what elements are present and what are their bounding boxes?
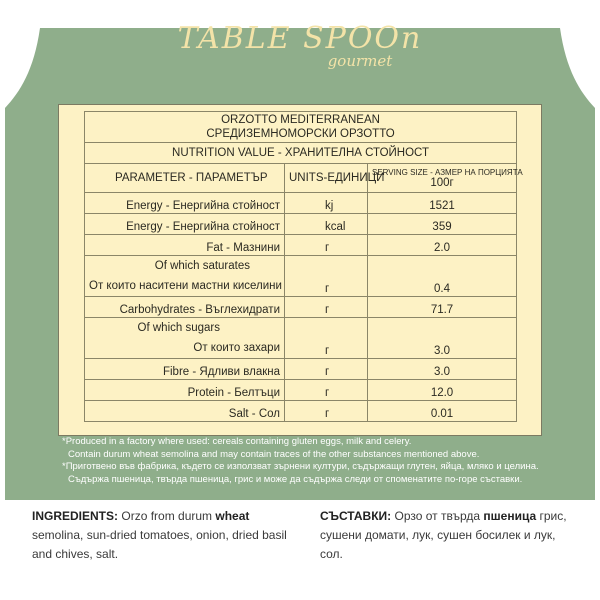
allergen-highlight: пшеница xyxy=(483,509,537,523)
note-line: *Приготвено във фабрика, където се използват зърнени култури, съдържащи глутен, яйца, мляко и целина. xyxy=(62,461,539,472)
ingredients-heading: СЪСТАВКИ: xyxy=(320,509,392,523)
row-unit: г xyxy=(285,297,368,318)
row-unit: г xyxy=(285,401,368,422)
row-value: 359 xyxy=(368,214,517,235)
row-unit: г xyxy=(285,359,368,380)
ingredients-bg xyxy=(320,507,580,564)
table-row xyxy=(85,214,517,235)
row-label: Energy - Енергийна стойност xyxy=(85,193,285,214)
row-label: Energy - Енергийна стойност xyxy=(85,214,285,235)
row-unit: kj xyxy=(285,193,368,214)
table-header-row xyxy=(85,164,517,193)
header-units: UNITS-ЕДИНИЦИ xyxy=(285,164,368,193)
row-sublabel: От които захари xyxy=(193,342,280,354)
allergen-highlight: wheat xyxy=(215,509,250,523)
row-label: Of which sugars xyxy=(137,322,220,334)
row-label: Of which saturates xyxy=(154,260,250,272)
nutrition-title: NUTRITION VALUE - ХРАНИТЕЛНА СТОЙНОСТ xyxy=(85,143,517,164)
note-line: Съдържа пшеница, твърда пшеница, грис и може да съдържа следи от споменатите по-горе съставки. xyxy=(68,473,523,485)
ingredients-text: грис, сушени домати, лук, сушен босилек и лук, сол. xyxy=(320,509,567,561)
row-label: Fat - Мазнини xyxy=(85,235,285,256)
row-unit: г xyxy=(285,235,368,256)
row-unit: г xyxy=(285,318,368,359)
row-value: 3.0 xyxy=(368,318,517,359)
brand-tagline: gourmet xyxy=(327,52,393,70)
table-row xyxy=(85,359,517,380)
row-unit: г xyxy=(285,256,368,297)
brand-logo xyxy=(0,22,600,70)
table-row xyxy=(85,193,517,214)
header-parameter: PARAMETER - ПАРАМЕТЪР xyxy=(85,164,285,193)
ingredients-text: Орзо от твърда xyxy=(394,509,481,523)
row-value: 2.0 xyxy=(368,235,517,256)
row-unit: kcal xyxy=(285,214,368,235)
product-name-en: ORZOTTO MEDITERRANEAN xyxy=(221,114,380,126)
allergen-notes xyxy=(62,436,538,486)
note-line: *Produced in a factory where used: cereals containing gluten eggs, milk and celery. xyxy=(62,436,412,447)
row-value: 71.7 xyxy=(368,297,517,318)
row-label: Salt - Сол xyxy=(85,401,285,422)
nutrition-title-row xyxy=(85,143,517,164)
header-serving-size: SERVING SIZE - АЗМЕР НА ПОРЦИЯТА xyxy=(372,168,523,177)
product-name-bg: СРЕДИЗЕМНОМОРСКИ ОРЗОТТО xyxy=(206,128,395,140)
nutrition-table xyxy=(84,111,523,422)
ingredients-text: semolina, sun-dried tomatoes, onion, dried basil and chives, salt. xyxy=(32,528,287,561)
table-row xyxy=(85,401,517,422)
row-value: 0.4 xyxy=(368,256,517,297)
ingredients-en xyxy=(32,507,302,564)
row-sublabel: От които наситени мастни киселини xyxy=(89,280,282,292)
row-label: Fibre - Ядливи влакна xyxy=(85,359,285,380)
table-row xyxy=(85,297,517,318)
row-unit: г xyxy=(285,380,368,401)
table-row xyxy=(85,318,517,359)
ingredients-heading: INGREDIENTS: xyxy=(32,509,119,523)
row-label: Carbohydrates - Въглехидрати xyxy=(85,297,285,318)
header-serving-value: 100г xyxy=(430,177,454,189)
table-row xyxy=(85,256,517,297)
note-line: Contain durum wheat semolina and may contain traces of the other substances mentioned above. xyxy=(68,448,480,460)
row-value: 12.0 xyxy=(368,380,517,401)
ingredients-text: Orzo from durum xyxy=(121,509,213,523)
row-value: 3.0 xyxy=(368,359,517,380)
table-row xyxy=(85,380,517,401)
row-value: 1521 xyxy=(368,193,517,214)
product-name-row xyxy=(85,112,517,143)
row-value: 0.01 xyxy=(368,401,517,422)
table-row xyxy=(85,235,517,256)
row-label: Protein - Белтъци xyxy=(85,380,285,401)
brand-name: TABLE SPOOn xyxy=(177,21,423,56)
